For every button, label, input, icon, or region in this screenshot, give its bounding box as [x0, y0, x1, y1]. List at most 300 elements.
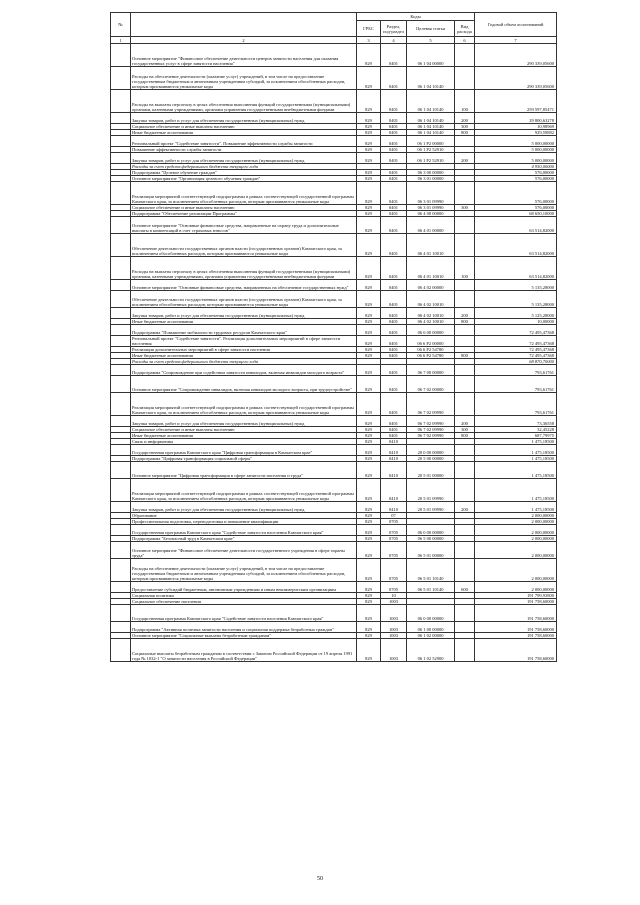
- row-number-cell: [111, 336, 131, 347]
- row-amount-cell: 793,61761: [475, 376, 557, 393]
- row-target-cell: 06 4 02 10010: [407, 291, 455, 308]
- row-amount-cell: 72 495,47368: [475, 336, 557, 347]
- budget-table-sheet: [110, 12, 556, 662]
- row-name-cell: Основное мероприятие "Сопровождение инвалидов, включая инвалидов молодого возраста, при трудоустройстве": [131, 376, 357, 393]
- table-row: [111, 525, 557, 536]
- row-amount-cell: 68 650,10000: [475, 211, 557, 217]
- row-type-cell: [455, 67, 475, 90]
- row-amount-cell: 2 000,00000: [475, 559, 557, 582]
- row-name-cell: Подпрограмма "Безопасный труд в Камчатском крае": [131, 536, 357, 542]
- row-section-cell: 0401: [381, 325, 407, 336]
- col-num: 4: [381, 37, 407, 44]
- row-number-cell: [111, 153, 131, 164]
- row-section-cell: 10: [381, 593, 407, 599]
- row-section-cell: 1003: [381, 599, 407, 605]
- row-target-cell: 06 1 02 00000: [407, 633, 455, 639]
- row-number-cell: [111, 365, 131, 376]
- row-amount-cell: 2 000,00000: [475, 582, 557, 593]
- row-section-cell: 0410: [381, 502, 407, 513]
- row-name-cell: Обеспечение деятельности государственных органов власти (государственных органов) Камчатского края, за исключением обособленных расходов, которым присваиваются уникальные коды: [131, 291, 357, 308]
- row-grbs-cell: 829: [357, 124, 381, 130]
- row-amount-cell: 793,61761: [475, 365, 557, 376]
- row-type-cell: [455, 605, 475, 622]
- row-section-cell: 07: [381, 513, 407, 519]
- row-target-cell: 06 7 02 09990: [407, 416, 455, 427]
- row-amount-cell: 929,59882: [475, 130, 557, 136]
- table-row: [111, 445, 557, 456]
- table-header: [111, 13, 557, 44]
- row-number-cell: [111, 280, 131, 291]
- row-name-cell: Иные бюджетные ассигнования: [131, 319, 357, 325]
- row-grbs-cell: 829: [357, 519, 381, 525]
- row-name-cell: Связь и информатика: [131, 439, 357, 445]
- row-name-cell: Социальная политика: [131, 593, 357, 599]
- row-grbs-cell: 829: [357, 513, 381, 519]
- row-amount-cell: 576,00000: [475, 170, 557, 176]
- row-section-cell: 1003: [381, 633, 407, 639]
- table-row: [111, 582, 557, 593]
- row-section-cell: 0705: [381, 542, 407, 559]
- row-type-cell: [455, 376, 475, 393]
- row-name-cell: Иные бюджетные ассигнования: [131, 433, 357, 439]
- row-section-cell: 0410: [381, 456, 407, 462]
- row-section-cell: 0401: [381, 211, 407, 217]
- row-grbs-cell: 829: [357, 336, 381, 347]
- row-number-cell: [111, 479, 131, 502]
- row-grbs-cell: 829: [357, 433, 381, 439]
- row-grbs-cell: 829: [357, 205, 381, 211]
- row-amount-cell: 259 597,85471: [475, 90, 557, 113]
- row-type-cell: 300: [455, 205, 475, 211]
- row-grbs-cell: 829: [357, 280, 381, 291]
- header-amount: Годовой объем ассигнований: [475, 13, 557, 37]
- row-type-cell: 800: [455, 353, 475, 359]
- row-section-cell: 0705: [381, 559, 407, 582]
- row-amount-cell: 576,00000: [475, 182, 557, 205]
- row-number-cell: [111, 416, 131, 427]
- row-type-cell: [455, 479, 475, 502]
- row-grbs-cell: 829: [357, 525, 381, 536]
- header-type: Вид расхода: [455, 21, 475, 37]
- header-grbs: ГРБС: [357, 21, 381, 37]
- row-number-cell: [111, 462, 131, 479]
- row-name-cell: Закупка товаров, работ и услуг для обеспечения государственных (муниципальных) нужд: [131, 416, 357, 427]
- row-name-cell: Основное мероприятие "Социальные выплаты безработным гражданам": [131, 633, 357, 639]
- row-amount-cell: 63 514,82000: [475, 257, 557, 280]
- budget-table: [110, 12, 557, 662]
- row-grbs-cell: 829: [357, 416, 381, 427]
- row-section-cell: 0401: [381, 113, 407, 124]
- row-target-cell: 06 0 00 00000: [407, 605, 455, 622]
- row-amount-cell: 72 495,47368: [475, 325, 557, 336]
- row-target-cell: 06 7 02 09990: [407, 433, 455, 439]
- row-grbs-cell: 829: [357, 67, 381, 90]
- row-grbs-cell: 829: [357, 393, 381, 416]
- row-grbs-cell: 829: [357, 462, 381, 479]
- row-target-cell: 06 1 P2 52910: [407, 153, 455, 164]
- row-section-cell: 0401: [381, 308, 407, 319]
- row-grbs-cell: 829: [357, 147, 381, 153]
- table-row: [111, 622, 557, 633]
- row-name-cell: Основное мероприятие "Организация целевого обучения граждан": [131, 176, 357, 182]
- table-row: [111, 393, 557, 416]
- row-type-cell: 600: [455, 582, 475, 593]
- row-type-cell: [455, 525, 475, 536]
- row-section-cell: 0705: [381, 582, 407, 593]
- row-name-cell: Реализация дополнительных мероприятий в сфере занятости населения: [131, 347, 357, 353]
- row-name-cell: Расходы за счет средств федерального бюджета текущего года: [131, 359, 357, 365]
- row-amount-cell: 1 475,18500: [475, 445, 557, 456]
- row-type-cell: [455, 217, 475, 234]
- row-name-cell: Основное мероприятие "Цифровая трансформация в сфере занятости населения и труда": [131, 462, 357, 479]
- table-row: [111, 280, 557, 291]
- row-section-cell: 0401: [381, 44, 407, 67]
- row-section-cell: 0401: [381, 336, 407, 347]
- row-name-cell: Расходы на обеспечение деятельности (оказание услуг) учреждений, в том числе на предоставление государственным бюджетным и автономным учреждениям субсидий, за исключением обособленных расходов, которым присваиваются уникальные коды: [131, 67, 357, 90]
- row-amount-cell: 1 475,18500: [475, 462, 557, 479]
- row-name-cell: Социальное обеспечение населения: [131, 599, 357, 605]
- row-target-cell: 06 6 P2 00000: [407, 336, 455, 347]
- row-type-cell: [455, 639, 475, 662]
- row-name-cell: Обеспечение деятельности государственных органов власти (государственных органов) Камчатского края, за исключением обособленных расходов, которым присваиваются уникальные коды: [131, 234, 357, 257]
- row-grbs-cell: 829: [357, 456, 381, 462]
- row-amount-cell: 290 339,05600: [475, 67, 557, 90]
- row-amount-cell: 10,98969: [475, 124, 557, 130]
- row-grbs-cell: 829: [357, 113, 381, 124]
- row-name-cell: Социальное обеспечение и иные выплаты населению: [131, 427, 357, 433]
- row-number-cell: [111, 217, 131, 234]
- row-name-cell: Государственная программа Камчатского края "Содействие занятости населения Камчатского края": [131, 525, 357, 536]
- table-row: [111, 365, 557, 376]
- row-name-cell: Иные бюджетные ассигнования: [131, 353, 357, 359]
- page-number: 50: [317, 876, 323, 882]
- row-target-cell: 06 4 01 10010: [407, 257, 455, 280]
- row-name-cell: Основное мероприятие "Финансовое обеспечение деятельности центров занятости населения для оказания государственных услуг в сфере занятости населения": [131, 44, 357, 67]
- col-num: 2: [131, 37, 357, 44]
- table-body: [111, 44, 557, 662]
- row-grbs-cell: 829: [357, 291, 381, 308]
- row-amount-cell: 1 475,18500: [475, 479, 557, 502]
- row-name-cell: Закупка товаров, работ и услуг для обеспечения государственных (муниципальных) нужд: [131, 113, 357, 124]
- row-amount-cell: 191 758,60000: [475, 639, 557, 662]
- row-number-cell: [111, 542, 131, 559]
- table-row: [111, 153, 557, 164]
- table-row: [111, 234, 557, 257]
- row-grbs-cell: 829: [357, 325, 381, 336]
- col-num: 6: [455, 37, 475, 44]
- row-amount-cell: 73,36558: [475, 416, 557, 427]
- row-amount-cell: 191 758,60000: [475, 605, 557, 622]
- row-section-cell: 0401: [381, 170, 407, 176]
- row-target-cell: 06 4 02 10010: [407, 319, 455, 325]
- row-grbs-cell: 829: [357, 376, 381, 393]
- row-number-cell: [111, 445, 131, 456]
- row-section-cell: 0401: [381, 130, 407, 136]
- row-grbs-cell: 829: [357, 593, 381, 599]
- row-target-cell: 06 7 02 00000: [407, 376, 455, 393]
- row-grbs-cell: 829: [357, 217, 381, 234]
- table-row: [111, 308, 557, 319]
- row-name-cell: Государственная программа Камчатского края "Цифровая трансформация в Камчатском крае": [131, 445, 357, 456]
- row-target-cell: 06 3 01 09990: [407, 205, 455, 211]
- header-number: №: [111, 13, 131, 37]
- row-name-cell: Расходы за счет средств федерального бюджета текущего года: [131, 164, 357, 170]
- row-amount-cell: 191 758,60000: [475, 599, 557, 605]
- row-target-cell: 20 5 01 00000: [407, 462, 455, 479]
- header-target: Целевая статья: [407, 21, 455, 37]
- row-section-cell: 0401: [381, 217, 407, 234]
- row-target-cell: 06 6 00 00000: [407, 325, 455, 336]
- row-section-cell: 0401: [381, 147, 407, 153]
- col-num: 5: [407, 37, 455, 44]
- row-amount-cell: 68 870,70000: [475, 359, 557, 365]
- row-section-cell: 1003: [381, 605, 407, 622]
- row-target-cell: 06 5 01 10140: [407, 582, 455, 593]
- row-type-cell: 800: [455, 433, 475, 439]
- row-target-cell: 06 4 02 10010: [407, 308, 455, 319]
- row-section-cell: 0410: [381, 462, 407, 479]
- row-section-cell: 0410: [381, 439, 407, 445]
- row-number-cell: [111, 325, 131, 336]
- row-amount-cell: 5 135,28000: [475, 291, 557, 308]
- row-number-cell: [111, 502, 131, 513]
- table-row: [111, 44, 557, 67]
- row-grbs-cell: 829: [357, 44, 381, 67]
- row-amount-cell: 2 000,00000: [475, 513, 557, 519]
- header-section: Раздел, под-раздел: [381, 21, 407, 37]
- row-target-cell: 06 3 00 00000: [407, 170, 455, 176]
- row-name-cell: Расходы на обеспечение деятельности (оказание услуг) учреждений, в том числе на предоставление государственным бюджетным и автономным учреждениям субсидий, за исключением обособленных расходов, которым присваиваются уникальные коды: [131, 559, 357, 582]
- table-row: [111, 291, 557, 308]
- row-section-cell: 0401: [381, 90, 407, 113]
- row-target-cell: 06 3 01 09990: [407, 182, 455, 205]
- row-type-cell: 800: [455, 319, 475, 325]
- row-target-cell: 06 7 02 09990: [407, 427, 455, 433]
- row-number-cell: [111, 559, 131, 582]
- row-amount-cell: 191 758,60000: [475, 633, 557, 639]
- row-grbs-cell: 829: [357, 365, 381, 376]
- table-row: [111, 605, 557, 622]
- row-number-cell: [111, 136, 131, 147]
- row-name-cell: Закупка товаров, работ и услуг для обеспечения государственных (муниципальных) нужд: [131, 308, 357, 319]
- row-name-cell: Региональный проект "Содействие занятости". Повышение эффективности службы занятости: [131, 136, 357, 147]
- row-type-cell: [455, 280, 475, 291]
- row-number-cell: [111, 234, 131, 257]
- row-amount-cell: 1 475,18500: [475, 456, 557, 462]
- table-row: [111, 67, 557, 90]
- row-type-cell: 300: [455, 427, 475, 433]
- row-type-cell: [455, 325, 475, 336]
- row-section-cell: 0705: [381, 519, 407, 525]
- row-number-cell: [111, 639, 131, 662]
- row-name-cell: Государственная программа Камчатского края "Содействие занятости населения Камчатского края": [131, 605, 357, 622]
- row-amount-cell: 72 495,47368: [475, 347, 557, 353]
- row-type-cell: 200: [455, 502, 475, 513]
- row-grbs-cell: 829: [357, 153, 381, 164]
- row-section-cell: 0401: [381, 136, 407, 147]
- row-name-cell: Региональный проект "Содействие занятости". Реализация дополнительных мероприятий в сфере занятости населения: [131, 336, 357, 347]
- header-name: [131, 13, 357, 37]
- row-name-cell: Подпрограмма "Сопровождение при содействии занятости инвалидов, включая инвалидов молодого возраста": [131, 365, 357, 376]
- row-name-cell: Подпрограмма "Обеспечение реализации Программы": [131, 211, 357, 217]
- row-section-cell: 0401: [381, 376, 407, 393]
- row-number-cell: [111, 308, 131, 319]
- row-section-cell: 0401: [381, 347, 407, 353]
- row-amount-cell: 5 000,00000: [475, 147, 557, 153]
- row-name-cell: Основное мероприятие "Основные финансовые средства, направленных на обеспечение государственных нужд": [131, 280, 357, 291]
- row-number-cell: [111, 393, 131, 416]
- row-amount-cell: 29 800,63278: [475, 113, 557, 124]
- row-name-cell: Повышение эффективности службы занятости: [131, 147, 357, 153]
- row-type-cell: [455, 136, 475, 147]
- row-section-cell: 0401: [381, 176, 407, 182]
- row-grbs-cell: 829: [357, 347, 381, 353]
- row-target-cell: 06 1 P2 00000: [407, 136, 455, 147]
- row-name-cell: Подпрограмма "Повышение мобильности трудовых ресурсов Камчатского края": [131, 325, 357, 336]
- col-num: 7: [475, 37, 557, 44]
- row-grbs-cell: 829: [357, 479, 381, 502]
- row-section-cell: 0705: [381, 536, 407, 542]
- row-name-cell: Социальное обеспечение и иные выплаты населению: [131, 124, 357, 130]
- table-row: [111, 559, 557, 582]
- row-amount-cell: 10,00000: [475, 319, 557, 325]
- row-grbs-cell: 829: [357, 582, 381, 593]
- row-amount-cell: 5 000,00000: [475, 153, 557, 164]
- row-target-cell: 06 1 04 00000: [407, 44, 455, 67]
- header-column-numbers: [111, 37, 557, 44]
- row-name-cell: Расходы на выплаты персоналу в целях обеспечения выполнения функций государственными (муниципальными) органами, казенными учреждениями, органами управления государственными внебюджетными фондами: [131, 257, 357, 280]
- row-grbs-cell: 829: [357, 536, 381, 542]
- row-type-cell: [455, 291, 475, 308]
- table-row: [111, 376, 557, 393]
- row-name-cell: Закупка товаров, работ и услуг для обеспечения государственных (муниципальных) нужд: [131, 502, 357, 513]
- row-target-cell: 06 5 01 10140: [407, 559, 455, 582]
- row-grbs-cell: 829: [357, 234, 381, 257]
- table-row: [111, 136, 557, 147]
- row-number-cell: [111, 376, 131, 393]
- row-grbs-cell: 829: [357, 130, 381, 136]
- row-target-cell: 06 7 02 09990: [407, 393, 455, 416]
- table-row: [111, 113, 557, 124]
- row-section-cell: 0401: [381, 124, 407, 130]
- row-section-cell: 1003: [381, 622, 407, 633]
- row-number-cell: [111, 67, 131, 90]
- row-target-cell: 06 1 00 00000: [407, 622, 455, 633]
- row-target-cell: 06 1 P2 52910: [407, 147, 455, 153]
- row-target-cell: 06 4 01 10010: [407, 234, 455, 257]
- row-grbs-cell: 829: [357, 542, 381, 559]
- row-name-cell: Социальное обеспечение и иные выплаты населению: [131, 205, 357, 211]
- row-type-cell: 200: [455, 416, 475, 427]
- row-amount-cell: 5 135,28000: [475, 280, 557, 291]
- table-row: [111, 502, 557, 513]
- row-number-cell: [111, 44, 131, 67]
- row-section-cell: 0401: [381, 416, 407, 427]
- row-name-cell: Подпрограмма "Цифровая трансформация социальной сферы": [131, 456, 357, 462]
- row-type-cell: 100: [455, 90, 475, 113]
- row-section-cell: 0401: [381, 153, 407, 164]
- row-target-cell: 06 1 04 10140: [407, 113, 455, 124]
- row-type-cell: [455, 559, 475, 582]
- row-section-cell: 0401: [381, 234, 407, 257]
- row-grbs-cell: 829: [357, 605, 381, 622]
- table-row: [111, 479, 557, 502]
- row-grbs-cell: 829: [357, 427, 381, 433]
- row-target-cell: 20 5 00 00000: [407, 456, 455, 462]
- row-amount-cell: 1 475,18500: [475, 439, 557, 445]
- row-grbs-cell: 829: [357, 502, 381, 513]
- row-type-cell: [455, 182, 475, 205]
- row-target-cell: 20 0 00 00000: [407, 445, 455, 456]
- row-grbs-cell: 829: [357, 639, 381, 662]
- row-section-cell: 0401: [381, 427, 407, 433]
- row-section-cell: 0410: [381, 479, 407, 502]
- row-type-cell: [455, 234, 475, 257]
- row-amount-cell: 2 000,00000: [475, 542, 557, 559]
- row-name-cell: Закупка товаров, работ и услуг для обеспечения государственных (муниципальных) нужд: [131, 153, 357, 164]
- row-name-cell: Основное мероприятие "Основные финансовые средства, направленные на охрану труда и дополнительные выплаты в компенсаций в счет страховых взносов": [131, 217, 357, 234]
- row-section-cell: 0401: [381, 257, 407, 280]
- row-name-cell: Предоставление субсидий бюджетным, автономным учреждениям и иным некоммерческим организациям: [131, 582, 357, 593]
- row-target-cell: 06 4 00 00000: [407, 211, 455, 217]
- row-type-cell: [455, 393, 475, 416]
- header-codes-group: Коды: [357, 13, 475, 21]
- row-type-cell: 200: [455, 113, 475, 124]
- row-target-cell: 06 5 00 00000: [407, 536, 455, 542]
- row-type-cell: [455, 44, 475, 67]
- row-grbs-cell: 829: [357, 599, 381, 605]
- row-amount-cell: 32,45228: [475, 427, 557, 433]
- row-target-cell: 06 6 P2 54780: [407, 353, 455, 359]
- row-target-cell: 06 7 00 00000: [407, 365, 455, 376]
- row-section-cell: 0401: [381, 319, 407, 325]
- row-target-cell: 06 4 02 00000: [407, 280, 455, 291]
- row-amount-cell: 63 514,82000: [475, 234, 557, 257]
- row-amount-cell: 4 950,00000: [475, 164, 557, 170]
- row-target-cell: 20 5 01 09990: [407, 479, 455, 502]
- row-number-cell: [111, 182, 131, 205]
- row-section-cell: 0401: [381, 182, 407, 205]
- row-number-cell: [111, 257, 131, 280]
- table-row: [111, 462, 557, 479]
- row-type-cell: [455, 336, 475, 347]
- row-section-cell: 0401: [381, 365, 407, 376]
- row-amount-cell: 2 000,00000: [475, 536, 557, 542]
- row-name-cell: Подпрограмма "Целевое обучение граждан": [131, 170, 357, 176]
- row-number-cell: [111, 525, 131, 536]
- row-amount-cell: 191 758,60000: [475, 622, 557, 633]
- row-grbs-cell: 829: [357, 622, 381, 633]
- row-section-cell: 0410: [381, 445, 407, 456]
- row-number-cell: [111, 291, 131, 308]
- row-target-cell: 06 1 04 10140: [407, 130, 455, 136]
- row-grbs-cell: 829: [357, 559, 381, 582]
- row-number-cell: [111, 90, 131, 113]
- row-amount-cell: 72 495,47368: [475, 353, 557, 359]
- row-amount-cell: 2 000,00000: [475, 519, 557, 525]
- row-type-cell: [455, 445, 475, 456]
- row-type-cell: 300: [455, 124, 475, 130]
- row-grbs-cell: 829: [357, 353, 381, 359]
- row-type-cell: [455, 622, 475, 633]
- row-name-cell: Образование: [131, 513, 357, 519]
- row-amount-cell: 1 475,18500: [475, 502, 557, 513]
- row-grbs-cell: 829: [357, 257, 381, 280]
- row-target-cell: 06 1 04 10140: [407, 67, 455, 90]
- row-amount-cell: 5 000,00000: [475, 136, 557, 147]
- row-name-cell: Подпрограмма "Активная политика занятости населения и социальная поддержка безработных граждан": [131, 622, 357, 633]
- row-name-cell: Реализация мероприятий соответствующей подпрограммы в рамках соответствующей государственной программы Камчатского края, за исключением обособленных расходов, которым присваиваются уникальные коды: [131, 479, 357, 502]
